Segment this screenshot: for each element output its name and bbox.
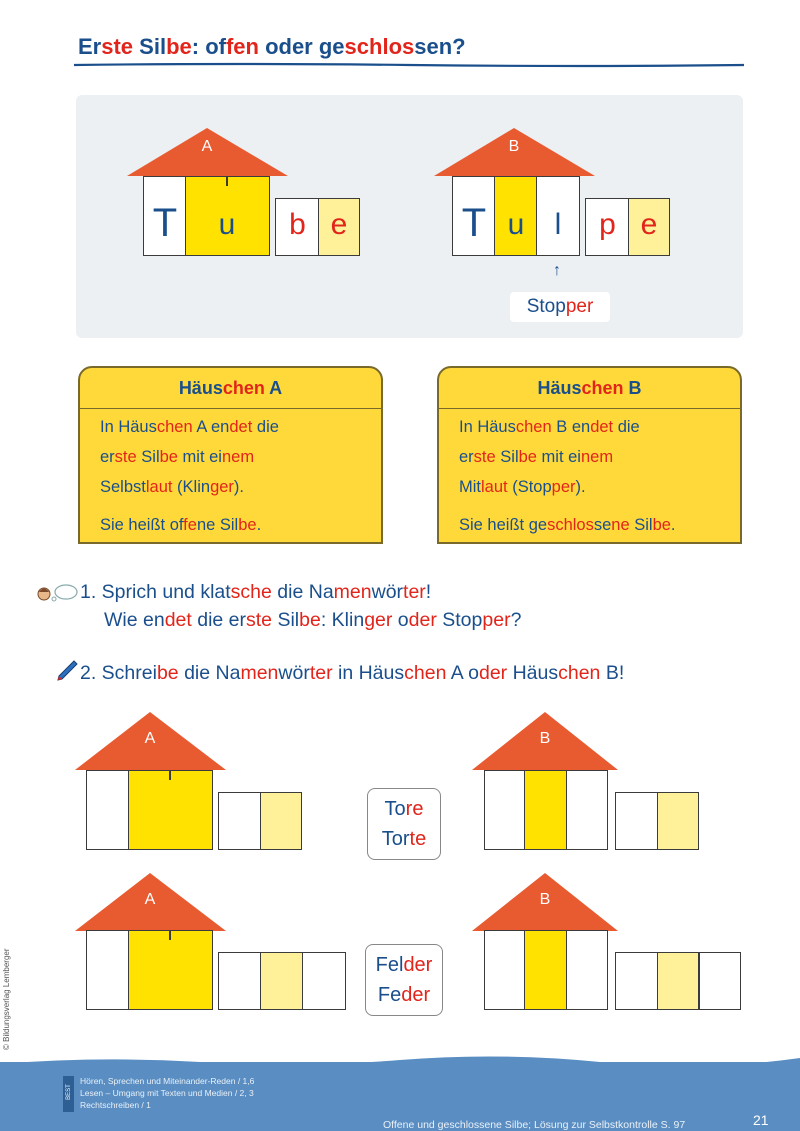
text-segment: Er bbox=[78, 34, 102, 59]
letter-u: u bbox=[218, 208, 236, 241]
house-a-divider-mark bbox=[226, 176, 228, 186]
text-segment: det bbox=[229, 418, 253, 436]
footer-bar bbox=[0, 1062, 800, 1131]
copyright-note: © Bildungsverlag Lemberger bbox=[2, 948, 11, 1050]
text-segment: ge bbox=[318, 34, 345, 59]
exercise-2-house-b-label: B bbox=[539, 891, 551, 908]
exercise-cell[interactable] bbox=[657, 952, 699, 1010]
text-segment: be bbox=[238, 516, 257, 534]
task-1-line-1 bbox=[80, 581, 431, 604]
text-segment: wör bbox=[278, 662, 310, 684]
text-segment: laut bbox=[145, 478, 173, 496]
text-segment: chen bbox=[558, 662, 601, 684]
info-box-a bbox=[78, 366, 383, 544]
exercise-1-house-a-label: A bbox=[144, 730, 156, 747]
text-segment: Fe bbox=[377, 984, 402, 1006]
text-segment: be bbox=[156, 662, 179, 684]
text-segment: be bbox=[299, 609, 321, 631]
text-segment: oder bbox=[258, 34, 319, 59]
text-segment: Sil bbox=[272, 609, 300, 631]
text-segment: te bbox=[409, 828, 427, 850]
word-card-1 bbox=[367, 788, 441, 860]
text-segment: per bbox=[551, 478, 576, 496]
text-segment: det bbox=[164, 609, 192, 631]
exercise-cell[interactable] bbox=[615, 952, 659, 1010]
title-underline bbox=[74, 62, 744, 68]
text-segment: der bbox=[401, 984, 431, 1006]
text-segment: der bbox=[408, 609, 437, 631]
letter-l2: l bbox=[554, 208, 562, 241]
text-segment: Sil bbox=[495, 448, 519, 466]
text-segment: nem bbox=[580, 448, 614, 466]
text-segment: ). bbox=[575, 478, 586, 496]
word-card-2 bbox=[365, 944, 443, 1016]
info-box-a-line bbox=[100, 516, 261, 535]
info-box-b-line bbox=[459, 418, 640, 437]
text-segment: fen bbox=[225, 34, 259, 59]
letter-t: T bbox=[152, 201, 178, 245]
text-segment: (Stop bbox=[507, 478, 552, 496]
text-segment: 1. Sprich und klat bbox=[80, 581, 231, 603]
text-segment: o bbox=[392, 609, 409, 631]
task-1-line-2 bbox=[104, 609, 521, 632]
footer-line-3: Rechtschreiben / 1 bbox=[80, 1100, 151, 1110]
footer-line-1: Hören, Sprechen und Miteinander-Reden / 1,6 bbox=[80, 1076, 255, 1086]
info-box-b-line bbox=[459, 448, 613, 467]
letter-u2: u bbox=[507, 208, 525, 241]
task-2-line-1 bbox=[80, 662, 624, 685]
arrow-up-icon: ↑ bbox=[553, 262, 561, 279]
exercise-cell[interactable] bbox=[260, 952, 304, 1010]
text-segment: die Na bbox=[178, 662, 241, 684]
exercise-cell[interactable] bbox=[128, 770, 213, 850]
exercise-cell[interactable] bbox=[657, 792, 699, 850]
text-segment: ger bbox=[210, 478, 234, 496]
text-segment: ). bbox=[233, 478, 245, 496]
text-segment: Fel bbox=[375, 954, 404, 976]
text-segment: B! bbox=[600, 662, 625, 684]
text-segment: Sil bbox=[629, 516, 653, 534]
text-segment: wör bbox=[371, 581, 404, 603]
exercise-1-house-b-label: B bbox=[539, 730, 551, 747]
house-b-label: B bbox=[508, 138, 520, 155]
info-box-a-line bbox=[100, 448, 254, 467]
text-segment: Sil bbox=[133, 34, 167, 59]
text-segment: se bbox=[593, 516, 612, 534]
footer-caption: Offene und geschlossene Silbe; Lösung zur Selbstkontrolle S. 97 bbox=[383, 1119, 686, 1131]
text-segment: nem bbox=[221, 448, 255, 466]
text-segment: mit ei bbox=[536, 448, 581, 466]
word-card-word bbox=[368, 794, 440, 824]
letter-p2: p bbox=[599, 208, 616, 241]
text-segment: sen? bbox=[414, 34, 466, 59]
exercise-cell[interactable] bbox=[566, 930, 608, 1010]
text-segment: per bbox=[565, 296, 594, 317]
text-segment: die bbox=[252, 418, 279, 436]
exercise-cell[interactable] bbox=[86, 770, 130, 850]
text-segment: Selbst bbox=[100, 478, 146, 496]
text-segment: in Häus bbox=[332, 662, 405, 684]
text-segment: ger bbox=[364, 609, 393, 631]
text-segment: B en bbox=[551, 418, 591, 436]
text-segment: per bbox=[482, 609, 511, 631]
text-segment: ? bbox=[510, 609, 522, 631]
text-segment: der bbox=[403, 954, 433, 976]
text-segment: sche bbox=[230, 581, 272, 603]
text-segment: . bbox=[670, 516, 676, 534]
exercise-cell[interactable] bbox=[524, 770, 568, 850]
text-segment: mit ei bbox=[177, 448, 222, 466]
text-segment: laut bbox=[481, 478, 508, 496]
text-segment: die bbox=[613, 418, 640, 436]
text-segment: B bbox=[623, 378, 642, 398]
word-card-word bbox=[366, 950, 442, 980]
text-segment: A o bbox=[446, 662, 479, 684]
text-segment: ste bbox=[246, 609, 273, 631]
text-segment: Tor bbox=[381, 828, 410, 850]
text-segment: be bbox=[518, 448, 537, 466]
info-box-b-line bbox=[459, 516, 676, 535]
house-divider-mark bbox=[169, 930, 171, 940]
info-box-b-line bbox=[459, 478, 586, 497]
exercise-cell[interactable] bbox=[566, 770, 608, 850]
exercise-cell[interactable] bbox=[524, 930, 568, 1010]
letter-e2: e bbox=[640, 208, 658, 241]
info-box-a-line bbox=[100, 418, 279, 437]
text-segment: schlos bbox=[547, 516, 594, 534]
house-divider-mark bbox=[169, 770, 171, 780]
text-segment: be bbox=[159, 448, 178, 466]
text-segment: A bbox=[264, 378, 283, 398]
info-box-b-title bbox=[439, 368, 740, 409]
text-segment: be bbox=[166, 34, 192, 59]
word-card-word bbox=[366, 980, 442, 1010]
text-segment: chen bbox=[404, 662, 447, 684]
stopper-label bbox=[510, 292, 610, 322]
exercise-cell[interactable] bbox=[218, 952, 262, 1010]
text-segment: schlos bbox=[344, 34, 415, 59]
text-segment: chen bbox=[515, 418, 552, 436]
text-segment: men bbox=[333, 581, 372, 603]
exercise-cell[interactable] bbox=[128, 930, 213, 1010]
text-segment: chen bbox=[581, 378, 624, 398]
exercise-cell[interactable] bbox=[699, 952, 741, 1010]
exercise-cell[interactable] bbox=[86, 930, 130, 1010]
text-segment: In Häus bbox=[459, 418, 516, 436]
text-segment: Stop bbox=[436, 609, 483, 631]
text-segment: Sil bbox=[136, 448, 160, 466]
text-segment: der bbox=[478, 662, 508, 684]
text-segment: Wie en bbox=[104, 609, 165, 631]
footer-wave bbox=[0, 1054, 800, 1068]
house-a-label: A bbox=[201, 138, 213, 155]
text-segment: 2. Schrei bbox=[80, 662, 157, 684]
text-segment: Sie heißt of bbox=[100, 516, 184, 534]
text-segment: ! bbox=[425, 581, 432, 603]
text-segment: To bbox=[384, 798, 406, 820]
text-segment: Sie heißt ge bbox=[459, 516, 548, 534]
exercise-cell[interactable] bbox=[260, 792, 302, 850]
text-segment: Häus bbox=[507, 662, 559, 684]
text-segment: ste bbox=[101, 34, 134, 59]
exercise-cell[interactable] bbox=[615, 792, 659, 850]
text-segment: er bbox=[100, 448, 115, 466]
page-number: 21 bbox=[753, 1112, 769, 1128]
text-segment: ne bbox=[611, 516, 630, 534]
text-segment: men bbox=[240, 662, 279, 684]
letter-t2: T bbox=[461, 201, 487, 245]
text-segment: ter bbox=[403, 581, 426, 603]
exercise-2-house-a-label: A bbox=[144, 891, 156, 908]
text-segment: Stop bbox=[526, 296, 566, 317]
text-segment: fe bbox=[183, 516, 197, 534]
text-segment: ter bbox=[309, 662, 333, 684]
text-segment: be bbox=[652, 516, 671, 534]
text-segment: ste bbox=[473, 448, 496, 466]
text-segment: die er bbox=[191, 609, 247, 631]
text-segment: In Häus bbox=[100, 418, 157, 436]
text-segment: die Na bbox=[271, 581, 334, 603]
text-segment: er bbox=[459, 448, 474, 466]
text-segment: ne Sil bbox=[196, 516, 239, 534]
text-segment: ste bbox=[114, 448, 137, 466]
exercise-cell[interactable] bbox=[484, 770, 526, 850]
info-box-a-line bbox=[100, 478, 244, 497]
info-box-b bbox=[437, 366, 742, 544]
text-segment: . bbox=[256, 516, 262, 534]
text-segment: re bbox=[405, 798, 424, 820]
page-title bbox=[78, 34, 466, 60]
pencil-icon bbox=[54, 659, 78, 683]
text-segment: : Klin bbox=[320, 609, 365, 631]
text-segment: (Klin bbox=[172, 478, 211, 496]
footer-line-2: Lesen – Umgang mit Texten und Medien / 2, 3 bbox=[80, 1088, 254, 1098]
exercise-cell[interactable] bbox=[484, 930, 526, 1010]
text-segment: chen bbox=[156, 418, 193, 436]
exercise-cell[interactable] bbox=[218, 792, 262, 850]
text-segment: Mit bbox=[459, 478, 481, 496]
text-segment: A en bbox=[192, 418, 230, 436]
text-segment: chen bbox=[222, 378, 265, 398]
letter-e: e bbox=[330, 208, 348, 241]
text-segment: Häus bbox=[537, 378, 582, 398]
text-segment: Häus bbox=[178, 378, 223, 398]
word-card-word bbox=[368, 824, 440, 854]
info-box-a-title bbox=[80, 368, 381, 409]
best-tag: BEST bbox=[63, 1076, 74, 1112]
text-segment: : of bbox=[191, 34, 226, 59]
text-segment: det bbox=[590, 418, 614, 436]
speak-think-icon bbox=[36, 582, 80, 604]
exercise-cell[interactable] bbox=[302, 952, 346, 1010]
letter-b: b bbox=[289, 208, 306, 241]
